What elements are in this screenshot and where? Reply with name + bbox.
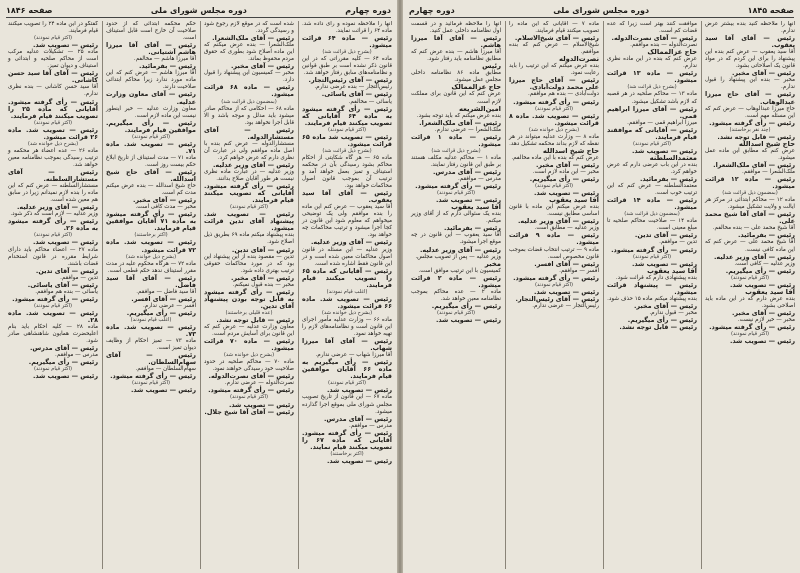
paragraph: عرض کنم که بنده در این ماده نظری ندارم. bbox=[607, 56, 697, 70]
stage-direction: (اکثر قیام نمودند) bbox=[229, 204, 269, 211]
stage-direction: (بشرح ذیل خوانده شد) bbox=[321, 309, 373, 316]
paragraph: شده است که در موقع لازم رجوع شود و رسیدگی گردد. bbox=[204, 21, 294, 35]
paragraph: آقا شیخ محمد علی — عرض کنم که این ماده کافی نیست. bbox=[705, 239, 795, 253]
stage-direction: (بشرح ذیل خوانده شد) bbox=[223, 352, 275, 359]
paragraph: آقا میرزا هاشم — بنده عرض کنم که مطابق نظامنامه باید رفتار شود. bbox=[411, 49, 501, 63]
stage-direction: (اکثر قیام نمودند) bbox=[436, 309, 476, 316]
paragraph: افسر — موافقم. bbox=[559, 267, 599, 274]
speaker-line: رئیس — آقای تدین. bbox=[634, 231, 697, 240]
left-column-1 bbox=[298, 21, 392, 569]
paragraph: عرض کنم که این قانون برای مملکت لازم است. bbox=[411, 91, 501, 105]
left-column-2 bbox=[200, 21, 294, 569]
speaker-line: رئیس — آقای حاج میرزا علی محمد دولت‌آبادی. bbox=[509, 76, 599, 92]
paragraph: مخبر — مدت کافی است. bbox=[135, 204, 196, 211]
paragraph: نصرت‌الدوله — عرضی ندارم. bbox=[224, 380, 294, 387]
stage-direction: (بمضمون ذیل قرائت شد) bbox=[722, 190, 778, 197]
paragraph: ماده ۷۱ — مدت استیناف از تاریخ ابلاغ حکم بیست روز است. bbox=[106, 154, 196, 168]
speaker-line: رئیس — آقای افسر. bbox=[131, 294, 196, 303]
speaker-line: رئیس — آقای مخبر. bbox=[536, 160, 599, 169]
stage-direction: (اکثر قیام نمودند) bbox=[131, 380, 171, 387]
speaker-heading: معتمد‌السلطنه bbox=[649, 153, 697, 162]
speaker-line: رئیس — رأی میگیریم. bbox=[126, 308, 196, 317]
stage-direction: (بشرح ذیل قرائت شد) bbox=[431, 147, 481, 154]
speaker-line: رئیس — رأی گرفته میشود. bbox=[415, 182, 501, 191]
speaker-heading: آقا سید یعقوب bbox=[549, 196, 599, 205]
speaker-line: رئیس — آقای میرزا ابراهیم قمی. bbox=[607, 104, 697, 120]
paragraph: تدین — موافقم. bbox=[60, 274, 98, 281]
speaker-line: رئیس — رأی میگیریم. bbox=[529, 175, 599, 184]
right-column-4 bbox=[408, 21, 501, 569]
paragraph: وزیر عدلیه — مطابق است. bbox=[534, 225, 599, 232]
speaker-line: رئیس — آقای یاسائی. bbox=[321, 90, 392, 99]
speaker-line: رئیس — ماده ۶۴ قرائت میشود. bbox=[302, 34, 392, 50]
speaker-line: رئیس — پیشنهاد قرائت میشود. bbox=[607, 280, 697, 296]
right-page bbox=[403, 0, 800, 573]
stage-direction: (اکثر قیام نمودند) bbox=[33, 232, 73, 239]
left-page-number: صفحه ۱۸۴۶ bbox=[6, 5, 53, 15]
speaker-line: رئیس — آقای آقا سید یعقوب. bbox=[705, 34, 795, 50]
paragraph: آنها را ملاحظه نموده و رأی داده شد. ماده ۶۴ را قرائت نمایند. bbox=[302, 21, 392, 35]
paragraph: مستشار‌الدوله — عرض کنم بنده با اصل ماده موافقم ولی در عبارت آن نظری دارم که عرض خواهم کرد. bbox=[204, 140, 294, 161]
paragraph: ملک‌الشعرا — عرضی ندارم. bbox=[434, 126, 501, 133]
speaker-line: رئیس — آقای آقا شیخ محمد علی. bbox=[705, 210, 795, 226]
speaker-line: رئیس — آقای آقا سید یعقوب. bbox=[302, 189, 392, 205]
paragraph: ماده ۲۷ — اعضاء محاکم باید دارای شرایط مقرره در قانون استخدام قضات باشند. bbox=[8, 246, 98, 267]
speaker-line: رئیس — آقای مخبر. bbox=[133, 196, 196, 205]
speaker-line: رئیس — آقای آقا شیخ جلال. bbox=[204, 407, 294, 416]
speaker-line: رئیس — آقای تدین. bbox=[231, 245, 294, 254]
speaker-heading: نصرت‌الدوله bbox=[558, 55, 599, 64]
speaker-line: رئیس — آقای مخبر. bbox=[231, 62, 294, 71]
paragraph: ماده ۶۵ — هر گاه شکایتی از احکام محاکم بشود رسیدگی بآن در محکمه استیناف و تمیز بعمل خواهد آمد و ترتیب آن بموجب قانون اصول محاکمات خواهد بود. bbox=[302, 154, 392, 190]
speaker-line: رئیس — آقای مخبر. bbox=[231, 273, 294, 282]
stage-direction: (بشرح ذیل خوانده شد) bbox=[528, 126, 580, 133]
left-column-3 bbox=[102, 21, 196, 569]
stage-direction: (اکثر قیام نمودند) bbox=[33, 302, 73, 309]
speaker-line: رئیس — رأی گرفته میشود. bbox=[709, 323, 795, 332]
speaker-line: رئیس — تصویب شد. bbox=[533, 287, 599, 296]
speaker-line: رئیس — آقای مخبر. bbox=[732, 308, 795, 317]
speaker-line: رئیس — رأی میگیریم. bbox=[28, 358, 98, 367]
speaker-line: رئیس — آقای ملک‌الشعرا. bbox=[419, 118, 501, 127]
speaker-line: رئیس — آقای وزیر عدلیه. bbox=[419, 245, 501, 254]
speaker-line: رئیس — رأی گرفته میشود. bbox=[513, 97, 599, 106]
speaker-line: رئیس — رأی گرفته میشود. آقایانی که تصویب میکنند قیام فرمایند. bbox=[204, 182, 294, 205]
stage-direction: (عده قلیلی برخاستند) bbox=[225, 309, 273, 316]
stage-direction: (چند نفر برخاستند) bbox=[729, 126, 771, 133]
speaker-line: رئیس — رأی گرفته میشود به قابل توجه بودن پیشنهاد آقای تدین. bbox=[204, 287, 294, 310]
speaker-line: رئیس — تصویب شد. ماده ۷۲ قرائت میشود. bbox=[106, 238, 196, 254]
speaker-line: رئیس — آقای آقا میرزا شهاب. bbox=[302, 337, 392, 353]
speaker-line: رئیس — تصویب شد. bbox=[631, 146, 697, 155]
paragraph: وزیر عدلیه — پس از تصویب مجلس. bbox=[415, 253, 501, 260]
stage-direction: (اکثر قیام نمودند) bbox=[327, 380, 367, 387]
paragraph: معتمد‌السلطنه — عرض کنم که این ترتیب خوب است. bbox=[607, 183, 697, 197]
paragraph: وزیر عدلیه — لازم است که ذکر شود. bbox=[10, 211, 98, 218]
paragraph: مخبر — بنده قبول نمیکنم. bbox=[232, 281, 294, 288]
right-column-2 bbox=[603, 21, 697, 569]
paragraph: آقا میرزا هاشم — عرض کنم که این ماده مورد ندارد زیرا محاکم ابتدائی صلاحیت دارند. bbox=[106, 70, 196, 91]
paragraph: مخبر — قبول ندارم. bbox=[649, 309, 697, 316]
speaker-line: رئیس — آقای مدرس. bbox=[324, 414, 392, 423]
paragraph: تدین — موافقم. bbox=[659, 239, 697, 246]
paragraph: سهام‌السلطان — موافقم. bbox=[135, 366, 196, 373]
speaker-line: رئیس — آقای وزیر عدلیه. bbox=[713, 252, 795, 261]
stage-direction: (بمضمون ذیل قرائت شد) bbox=[624, 211, 680, 218]
speaker-line: رئیس — رأی گرفته میشود به ماده ۲۶. bbox=[8, 217, 98, 233]
speaker-line: رئیس — رأی میگیریم. bbox=[725, 266, 795, 275]
speaker-line: رئیس — تصویب شد. bbox=[533, 189, 599, 198]
speaker-line: رئیس — تصویب شد. bbox=[228, 400, 294, 409]
speaker-line: رئیس — آقای حاج شیخ اسدالله. bbox=[106, 167, 196, 184]
speaker-line: رئیس — آقای آقا سید حسن کاشانی. bbox=[8, 69, 98, 85]
paragraph: رئیس‌التجار — عرضی ندارم. bbox=[532, 302, 599, 309]
stage-direction: (اکثر برخاستند) bbox=[330, 450, 364, 457]
speaker-line: رئیس — رأی گرفته میشود. bbox=[709, 118, 795, 127]
speaker-line: رئیس — تصویب شد. bbox=[326, 386, 392, 395]
paragraph: تدین — مقصود بنده از این پیشنهاد این بود که در مورد محاکمات حقوقی ترتیب بهتری داده شود. bbox=[204, 253, 294, 274]
speaker-line: رئیس — تصویب شد. ماده ۷۳. bbox=[106, 323, 196, 339]
speaker-line: رئیس — تصویب شد. bbox=[326, 456, 392, 465]
speaker-line: رئیس — آقای مدرس. bbox=[30, 344, 98, 353]
speaker-line: رئیس — رأی گرفته میشود به ماده ۶۴ آقایانی که تصویب میکنند قیام فرمایند. bbox=[302, 104, 392, 127]
paragraph: ماده ۶۸ — احکامی که از محاکم صادر میشود باید مدلل و موجه باشد و الا قابل اجرا نخواهد بود. bbox=[204, 105, 294, 126]
paragraph: آقا میرزا شهاب — عرضی ندارم. bbox=[315, 352, 392, 359]
paragraph: گفتگو در این ماده ۲۴ را تصویب میکنند قیام فرمایند. bbox=[8, 21, 98, 35]
stage-direction: (اکثر قیام نمودند) bbox=[632, 253, 672, 260]
speaker-line: رئیس — تصویب شد. ماده ۶۶ قرائت میشود. bbox=[302, 294, 392, 310]
paragraph: مخبر — این ماده لازم است. bbox=[532, 168, 599, 175]
stage-direction: (اکثر قیام نمودند) bbox=[327, 126, 367, 133]
speaker-line: رئیس — آقای نصرت‌الدوله. bbox=[611, 34, 697, 43]
paragraph: میرزا ابراهیم قمی — موافقم. bbox=[627, 119, 697, 126]
stage-direction: (اکثر قیام نمودند) bbox=[33, 366, 73, 373]
speaker-heading: حاج شیخ اسدالله bbox=[738, 139, 795, 148]
speaker-line: رئیس — آقای معاون وزارت عدلیه. bbox=[106, 90, 196, 106]
paragraph: بنده در این باب عرضی دارم که عرض خواهم کرد. bbox=[607, 161, 697, 175]
stage-direction: (اغلب قیام نمودند) bbox=[326, 288, 368, 295]
speaker-line: رئیس — بفرمائید. bbox=[443, 224, 501, 233]
paragraph: بنده عرض میکنم که باید توجه بشود. bbox=[416, 112, 501, 119]
paragraph: آقا میرزا هاشم — مخالفم. bbox=[133, 56, 196, 63]
speaker-line: رئیس — آقایانی که موافقند قیام فرمایند. bbox=[607, 125, 697, 141]
speaker-line: رئیس — رأی میگیریم. bbox=[627, 315, 697, 324]
paragraph: مدرس — موافقم. bbox=[457, 176, 501, 183]
stage-direction: (اکثر قیام نمودند) bbox=[534, 281, 574, 288]
left-page-columns bbox=[5, 21, 392, 569]
right-page-header bbox=[409, 3, 794, 18]
speaker-line: رئیس — تصویب شد. پیشنهاد آقای تدین قرائت میشود. bbox=[204, 210, 294, 233]
right-page-session-label: دوره چهارم bbox=[409, 5, 455, 15]
paragraph: یاسائی — مخالفم. bbox=[348, 98, 392, 105]
paragraph: مدرس — موافقم. bbox=[348, 422, 392, 429]
speaker-heading: مخبر bbox=[484, 259, 501, 268]
speaker-line: رئیس — تصویب شد. ماده ۲۶ قرائت میشود. bbox=[8, 125, 98, 141]
speaker-line: رئیس — رأی گرفته میشود. bbox=[611, 245, 697, 254]
paragraph: ماده ۹ — ترتیب انتخاب قضات بموجب قانون مخصوص است. bbox=[509, 246, 599, 260]
stage-direction: (بشرح ذیل قرائت شد) bbox=[322, 147, 372, 154]
speaker-line: رئیس — تصویب شد. bbox=[32, 372, 98, 381]
stage-direction: (اکثر قیام نمودند) bbox=[730, 331, 770, 338]
paragraph: مخبر — بنده این پیشنهاد را قبول ندارم. bbox=[705, 77, 795, 91]
speaker-line: رئیس — تصویب شد. bbox=[435, 315, 501, 324]
paragraph: ماده ۲ — عده محاکم بموجب نظامنامه معین خواهد شد. bbox=[411, 288, 501, 302]
paragraph: آنها را ملاحظه کنید بنده بیشتر عرض ندارم. bbox=[705, 21, 795, 35]
paragraph: نصرت‌الدوله — بنده موافقم. bbox=[630, 42, 697, 49]
speaker-line: رئیس — رأی گرفته میشود. bbox=[513, 273, 599, 282]
speaker-line: رئیس — تصویب شد. bbox=[435, 196, 501, 205]
paragraph: بنده عرض میکنم که این ترتیب را باید رعایت نمود. bbox=[509, 63, 599, 77]
paragraph: مخبر — خیر لازم نیست. bbox=[737, 316, 795, 323]
speaker-line: رئیس — آقای رئیس‌التجار. bbox=[515, 294, 599, 303]
paragraph: ماده ۱۲ — محاکم ابتدائی در مرکز هر ایالت و ولایت تشکیل میشود. bbox=[705, 197, 795, 211]
speaker-line: رئیس — آقای مدرس. bbox=[433, 167, 501, 176]
paragraph: آقا سید یعقوب — عرض کنم بنده این پیشنهاد را برای این کردم که در مواد قانون یک اصلاحاتی بشود. bbox=[705, 49, 795, 70]
speaker-line: رئیس — آقای سهام‌السلطان. bbox=[106, 351, 196, 367]
stage-direction: (اکثر قیام نمودند) bbox=[436, 190, 476, 197]
speaker-line: رئیس — رأی گرفته میشود. آقایانی که ماده ۲۵ را تصویب میکنند قیام فرمایند. bbox=[8, 97, 98, 120]
paragraph: ماده ۶۶ — وزارت عدلیه مأمور اجرای این قانون است و نظامنامه‌های لازم را تهیه خواهد نمود. bbox=[302, 316, 392, 338]
speaker-line: رئیس — آقای مستشار‌السلطنه. bbox=[8, 167, 98, 184]
paragraph: آقا سید حسن کاشانی — بنده نظری ندارم. bbox=[8, 84, 98, 98]
paragraph: کمیسیون با این ترتیب موافق است. bbox=[418, 267, 501, 274]
paragraph: شیخ‌الاسلام — عرض کنم که بنده موافقم. bbox=[509, 42, 599, 56]
speaker-line: رئیس — آقای مخبر. bbox=[732, 69, 795, 78]
stage-direction: (اکثر قیام نمودند) bbox=[534, 183, 574, 190]
speaker-line: رئیس — آقای مستشار‌الدوله. bbox=[204, 125, 294, 141]
speaker-line: رئیس — آقای یاسائی. bbox=[27, 280, 98, 289]
speaker-line: رئیس — ماده ۱۴ قرائت میشود. bbox=[607, 196, 697, 212]
speaker-line: رئیس — بفرمائید. bbox=[138, 62, 196, 71]
speaker-line: رئیس — آقای افسر. bbox=[534, 259, 599, 268]
speaker-heading: حاج عزالممالک bbox=[647, 48, 697, 57]
speaker-line: رئیس — آقای ملک‌الشعرا. bbox=[713, 160, 795, 169]
speaker-line: رئیس — آقای وزیر عدلیه. bbox=[310, 238, 392, 247]
speaker-heading: امین‌الشریعه bbox=[459, 104, 501, 113]
speaker-line: رئیس — آقای وزیر عدلیه. bbox=[16, 203, 98, 212]
paragraph: بنده عرض میکنم این ماده با قانون اساسی مطابق نیست. bbox=[509, 204, 599, 218]
speaker-line: رئیس — تصویب شد. bbox=[32, 238, 98, 247]
speaker-line: رئیس — آقای نصرت‌الدوله. bbox=[208, 372, 294, 381]
paragraph: حکم محکمه ابتدائی که از حدود صلاحیت آن خارج است قابل استیناف است. bbox=[106, 21, 196, 42]
paragraph: ماده ۶۷ — این قانون از تاریخ تصویب مجلس شورای ملی بموقع اجرا گذارده میشود. bbox=[302, 394, 392, 415]
paragraph: موافقت کنند بهتر است زیرا که عده قضات کم است. bbox=[607, 21, 697, 35]
speaker-line: رئیس — آقای رئیس‌التجار. bbox=[308, 76, 392, 85]
speaker-heading: آقا سید یعقوب bbox=[647, 266, 697, 275]
paragraph: وزیر عدلیه — در عبارت ماده نظری نیست هر طور آقایان صلاح بدانند. bbox=[204, 168, 294, 183]
speaker-line: رئیس — آقای ملک‌الشعرا. bbox=[212, 34, 294, 43]
left-page-header bbox=[6, 3, 391, 18]
paragraph: عرض کنم که بنده با این ماده مخالفم. bbox=[511, 154, 599, 161]
paragraph: بنده پیشنهادی دارم که قرائت شود. bbox=[615, 274, 697, 281]
right-column-3 bbox=[505, 21, 599, 569]
speaker-line: رئیس — ماده ۱۳ قرائت میشود. bbox=[607, 69, 697, 85]
speaker-heading: آقا سید یعقوب bbox=[745, 287, 795, 296]
left-column-4 bbox=[5, 21, 98, 569]
stage-direction: (اکثر برخاستند) bbox=[134, 232, 168, 239]
speaker-line: رئیس — رأی میگیریم. موافقین قیام فرمایند. bbox=[106, 118, 196, 134]
paragraph: افسر — عرضی ندارم. bbox=[142, 302, 196, 309]
stage-direction: (اکثر قیام نمودند) bbox=[534, 105, 574, 112]
paragraph: ماده ۸ — وزارت عدلیه میتواند در هر نقطه که لازم بداند محکمه تشکیل دهد. bbox=[509, 133, 599, 147]
paragraph: ماده ۷۲ — هرگاه محکوم علیه در مدت مقرر استیناف ندهد حکم قطعی است. bbox=[106, 260, 196, 274]
speaker-line: رئیس — آقای آقا میرزا هاشم. bbox=[411, 34, 501, 50]
speaker-line: رئیس — ماده ۲ قرائت میشود. bbox=[411, 273, 501, 289]
speaker-line: رئیس — ماده ۱۲ قرائت میشود. bbox=[705, 175, 795, 191]
paragraph: آقا سید فاضل — موافقم. bbox=[136, 288, 196, 295]
stage-direction: (بشرح ذیل قرائت شد) bbox=[322, 49, 372, 56]
paragraph: بنده عرض دارم که در این ماده باید اصلاحی بشود. bbox=[705, 295, 795, 309]
speaker-heading: رئیس bbox=[482, 62, 501, 71]
speaker-line: رئیس — آقای مخبر. bbox=[634, 301, 697, 310]
speaker-line: رئیس — ماده ۹ قرائت میشود. bbox=[509, 231, 599, 247]
speaker-line: رئیس — تصویب شد. ماده ۷۱. bbox=[106, 139, 196, 155]
speaker-line: رئیس — رأی میگیریم به ماده ۶۶ آقایان موافقین قیام فرمایند. bbox=[302, 358, 392, 381]
left-page-title: دوره مجلس شورای ملی bbox=[150, 5, 247, 15]
stage-direction: (اکثر قیام نمودند) bbox=[33, 35, 73, 42]
stage-direction: (اکثر قیام نمودند) bbox=[730, 274, 770, 281]
speaker-line: رئیس — آقای آقا سید فاضل. bbox=[106, 273, 196, 289]
paragraph: حاج میرزا عبدالوهاب — عرض کنم که این مسئله مهم است. bbox=[705, 105, 795, 119]
stage-direction: (بشرح ذیل قرائت شد) bbox=[627, 84, 677, 91]
speaker-line: رئیس — آقای آقا میرزا هاشم آشتیانی. bbox=[106, 41, 196, 57]
speaker-line: رئیس — رأی گرفته میشود. bbox=[208, 386, 294, 395]
speaker-line: رئیس — آقای تدین. bbox=[35, 266, 98, 275]
paragraph: یاسائی — بنده هم موافقم. bbox=[35, 288, 98, 295]
stage-direction: (اکثر قیام نمودند) bbox=[229, 394, 269, 401]
stage-direction: (اکثر قیام نمودند) bbox=[632, 140, 672, 147]
speaker-heading: حاج عزالممالک bbox=[451, 83, 501, 92]
speaker-line: رئیس — ماده ۱ قرائت میشود. bbox=[411, 132, 501, 148]
speaker-line: رئیس — رأی گرفته میشود. bbox=[110, 372, 196, 381]
paragraph: وزیر عدلیه — کافی است. bbox=[734, 260, 795, 267]
speaker-line: رئیس — تصویب شد. bbox=[631, 259, 697, 268]
paragraph: معاون وزارت عدلیه — خیر اینطور نیست این ماده لازم است. bbox=[106, 105, 196, 119]
paragraph: ماده ۷ — آقایانی که این ماده را تصویب میکنند قیام فرمایند. bbox=[509, 21, 599, 35]
speaker-line: رئیس — آقای حاج میرزا عبدالوهاب. bbox=[705, 90, 795, 106]
paragraph: ماده ۲۸ — کلیه احکام باید بنام اعلیحضرت همایون شاهنشاهی صادر شود. bbox=[8, 324, 98, 345]
speaker-line: رئیس — آقای شیخ‌الاسلام. bbox=[514, 34, 599, 43]
speaker-line: رئیس — آقایانی که ماده ۶۵ را تصویب میکنند قیام فرمایند. bbox=[302, 266, 392, 289]
paragraph: عرض کنم که مطابق این ماده عمل میشود. bbox=[705, 147, 795, 161]
speaker-heading: حاج شیخ اسدالله bbox=[542, 146, 599, 155]
left-page-session-label: دوره چهارم bbox=[345, 5, 391, 15]
stage-direction: (بشرح ذیل خوانده شد) bbox=[125, 253, 177, 260]
speaker-line: رئیس — رأی میگیریم. bbox=[431, 301, 501, 310]
paragraph: ماده ۷۳ — تمیز احکام از وظایف دیوان تمیز است. bbox=[106, 338, 196, 352]
speaker-line: رئیس — تصویب شد. bbox=[32, 41, 98, 50]
stage-direction: (بمضمون ذیل قرائت شد) bbox=[221, 98, 277, 105]
stage-direction: (بشرح ذیل خوانده شد) bbox=[27, 140, 79, 147]
paragraph: ماده ۲۶ — عده اعضاء هر محکمه و ترتیب رسیدگی بموجب نظامنامه معین خواهد شد. bbox=[8, 147, 98, 168]
paragraph: رئیس‌التجار — بنده عرضی ندارم. bbox=[314, 84, 392, 91]
paragraph: بنده پیشنهاد میکنم ماده ۶۹ بطریق ذیل اصلاح شود. bbox=[204, 232, 294, 246]
paragraph: ماده ۶۴ — کلیه مقرراتی که در این قانون ذکر نشده است بر طبق قوانین و نظامنامه‌های سابق رفتار خواهد شد. bbox=[302, 56, 392, 77]
paragraph: آقا سید یعقوب — عرض کنم این ماده را بنده موافقم ولی یک توضیحی میخواهم که معلوم شود این قانون در کجا اجرا میشود و ترتیب محاکمات چه خواهد بود. bbox=[302, 204, 392, 239]
right-column-1 bbox=[701, 21, 795, 569]
paragraph: ماده ۷۰ — محاکم صلحیه در حدود صلاحیت خود رسیدگی خواهند نمود. bbox=[204, 359, 294, 373]
speaker-line: رئیس — قابل توجه نشد. bbox=[717, 132, 795, 141]
left-page bbox=[0, 0, 397, 573]
speaker-line: رئیس — تصویب شد. ماده ۸ قرائت میشود. bbox=[509, 111, 599, 127]
speaker-line: رئیس — بفرمائید. bbox=[737, 231, 795, 240]
paragraph: مستشار‌السلطنه — عرض کنم که این ماده را بنده لازم نمیدانم زیرا در سابق هم معین شده است. bbox=[8, 183, 98, 204]
stage-direction: (اکثر قیام نمودند) bbox=[33, 119, 73, 126]
paragraph: آنها را ملاحظه فرمائید و در قسمت اول نظامنامه داخلی عمل کنید. bbox=[411, 21, 501, 35]
speaker-line: رئیس — ماده ۷۰ قرائت میشود. bbox=[204, 337, 294, 353]
speaker-line: رئیس — تصویب شد. bbox=[130, 386, 196, 395]
paragraph: ماده ۱ — محاکم عدلیه مکلف هستند بر طبق این قانون رفتار نمایند. bbox=[411, 154, 501, 168]
paragraph: حاج شیخ اسدالله — بنده عرض میکنم مدت کم است. bbox=[106, 183, 196, 197]
speaker-line: رئیس — قابل توجه نشد. bbox=[619, 323, 697, 332]
paragraph: دولت‌آبادی — بنده هم موافقم. bbox=[527, 91, 599, 98]
paragraph: ماده ۱۳ — محاکم صلحیه در هر قصبه که لازم باشد تشکیل میشود. bbox=[607, 91, 697, 105]
paragraph: وزیر عدلیه — این مسئله در قانون اصول محاکمات معین شده است و در این قانون فقط اشاره شده است. bbox=[302, 246, 392, 267]
paragraph: ملک‌الشعرا — بنده عرض میکنم که این ماده اصلاح شود بطوری که حقوق مردم محفوظ بماند. bbox=[204, 42, 294, 63]
paragraph: ملک‌الشعرا — موافقم. bbox=[741, 168, 795, 175]
paragraph: مطابق ماده ۸۶ نظامنامه داخلی مجلس عمل میشود. bbox=[411, 70, 501, 84]
speaker-line: رئیس — رأی گرفته میشود. bbox=[12, 294, 98, 303]
speaker-line: رئیس — رأی گرفته میشود به ماده ۷۱ آقایان موافقین قیام فرمایند. bbox=[106, 210, 196, 233]
right-page-number: صفحه ۱۸۴۵ bbox=[747, 5, 794, 15]
paragraph: بنده پیشنهاد میکنم ماده ۱۵ حذف شود. bbox=[607, 295, 697, 302]
speaker-line: رئیس — تصویب شد. bbox=[729, 280, 795, 289]
speaker-line: رئیس — تصویب شد. ماده ۲۸. bbox=[8, 308, 98, 324]
paragraph: مدرس — موافقم. bbox=[54, 352, 98, 359]
speaker-heading: آقا سید یعقوب bbox=[451, 203, 501, 212]
stage-direction: (اکثر قیام نمودند) bbox=[131, 133, 171, 140]
paragraph: آقا سید یعقوب — این قانون در چه موقع اجرا میشود. bbox=[411, 232, 501, 246]
speaker-line: رئیس — بفرمائید. bbox=[639, 175, 697, 184]
paragraph: ماده ۱۴ — صلاحیت محاکم صلحیه تا مبلغ معینی است. bbox=[607, 218, 697, 232]
speaker-line: رئیس — ماده ۶۸ قرائت میشود. bbox=[204, 83, 294, 99]
speaker-line: رئیس — رأی گرفته میشود. آقایانی که ماده ۶۷ را تصویب میکنند قیام نمایند. bbox=[302, 428, 392, 451]
speaker-line: رئیس — تصویب شد. bbox=[729, 337, 795, 346]
speaker-line: رئیس — آقای وزیر عدلیه. bbox=[212, 160, 294, 169]
paragraph: آقا شیخ محمد علی — بنده مخالفم. bbox=[712, 225, 795, 232]
paragraph: معاون وزارت عدلیه — عرض کنم که این قانون برای آسایش مردم است. bbox=[204, 324, 294, 338]
paragraph: مخبر — کمیسیون این پیشنهاد را قبول دارد. bbox=[204, 70, 294, 84]
right-page-columns bbox=[408, 21, 795, 569]
stage-direction: (اغلب قیام نمودند) bbox=[130, 316, 172, 323]
paragraph: بنده یک سئوالی دارم که از آقای وزیر میکنم. bbox=[411, 211, 501, 225]
paragraph: ماده ۲۵ — تشکیلات عدلیه مرکب است از محاکم صلحیه و ابتدائی و استیناف و دیوان تمیز. bbox=[8, 49, 98, 70]
speaker-line: رئیس — تصویب شد ماده ۶۵ قرائت میشود. bbox=[302, 132, 392, 148]
speaker-line: رئیس — آقای وزیر عدلیه. bbox=[517, 217, 599, 226]
right-page-title: دوره مجلس شورای ملی bbox=[553, 5, 650, 15]
speaker-line: رئیس — قابل توجه نشد. bbox=[216, 315, 294, 324]
